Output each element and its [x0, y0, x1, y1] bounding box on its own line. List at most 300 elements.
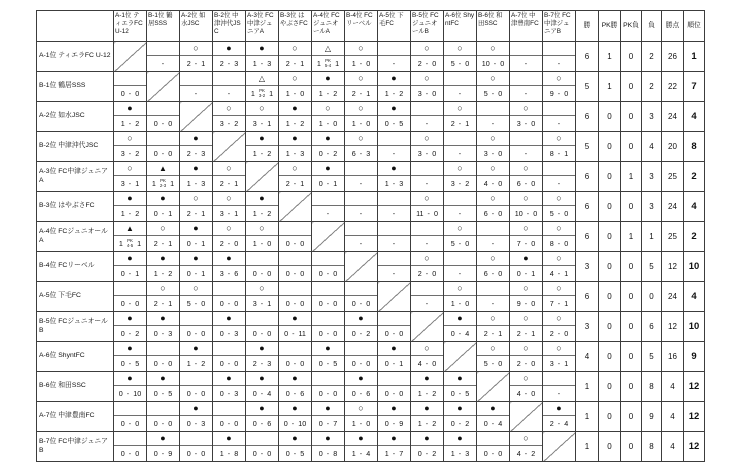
result-score: 0 - 0	[186, 328, 206, 338]
result-score: 3 - 0	[483, 148, 503, 158]
result-cell	[345, 282, 378, 312]
summary-cell-points: 4	[662, 372, 684, 402]
result-cell	[180, 312, 213, 342]
result-cell	[378, 42, 411, 72]
summary-cell-loss: 3	[642, 162, 662, 192]
result-symbol: ○	[345, 132, 377, 146]
summary-cell-pkloss: 1	[621, 162, 642, 192]
column-header-team-1: A-1位 ティエラFC U-12	[114, 11, 147, 42]
result-score: 2 - 1	[483, 328, 503, 338]
result-symbol: ●	[180, 402, 212, 416]
result-symbol: ●	[180, 222, 212, 236]
pk-score: PK 3-2	[258, 87, 266, 98]
result-score: 0 - 4	[450, 328, 470, 338]
result-cell	[477, 402, 510, 432]
team-row-11	[37, 342, 705, 372]
summary-cell-win: 3	[576, 252, 599, 282]
result-symbol: ○	[510, 222, 542, 236]
result-score: 3 - 1	[120, 178, 140, 188]
result-score: 2 - 1	[450, 118, 470, 128]
result-score: 0 - 0	[285, 358, 305, 368]
result-cell	[246, 252, 279, 282]
diagonal-cell	[345, 252, 378, 282]
result-score: 0 - 1	[153, 208, 173, 218]
team-row-9	[37, 282, 705, 312]
result-symbol: ●	[246, 342, 278, 356]
result-score: 6 - 0	[483, 268, 503, 278]
result-score: 1 - 2	[384, 88, 404, 98]
result-symbol: ○	[213, 162, 245, 176]
result-cell	[378, 162, 411, 192]
result-cell	[411, 102, 444, 132]
diagonal-cell	[213, 132, 246, 162]
result-cell	[114, 402, 147, 432]
result-score: 0 - 0	[384, 328, 404, 338]
summary-cell-win: 6	[576, 222, 599, 252]
result-score: 0 - 0	[252, 268, 272, 278]
result-cell	[411, 222, 444, 252]
result-cell	[279, 222, 312, 252]
result-symbol: ○	[345, 102, 377, 116]
diagonal-cell	[411, 312, 444, 342]
column-header-team-4: B-2位 中津沖代JSC	[213, 11, 246, 42]
summary-cell-pkloss: 0	[621, 282, 642, 312]
row-label: A-5位 下毛FC	[37, 282, 114, 312]
result-symbol: ○	[180, 282, 212, 296]
result-cell	[114, 132, 147, 162]
result-score: 0 - 0	[219, 358, 239, 368]
result-score: 10 - 0	[514, 208, 538, 218]
result-cell	[246, 402, 279, 432]
result-symbol: ○	[279, 42, 311, 56]
result-cell	[114, 222, 147, 252]
diagonal-cell	[444, 342, 477, 372]
result-score: 9 - 0	[516, 298, 536, 308]
result-symbol: ○	[411, 132, 443, 146]
result-cell	[345, 132, 378, 162]
summary-cell-win: 6	[576, 102, 599, 132]
summary-cell-points: 24	[662, 282, 684, 312]
result-score: 0 - 0	[318, 298, 338, 308]
result-cell	[312, 372, 345, 402]
row-label: B-7位 FC中津ジュニアB	[37, 432, 114, 462]
result-cell	[378, 432, 411, 462]
summary-cell-pkloss: 0	[621, 72, 642, 102]
result-cell	[180, 432, 213, 462]
result-score: 4 - 0	[516, 388, 536, 398]
result-symbol: ○	[477, 252, 509, 266]
result-symbol	[114, 432, 146, 446]
result-symbol: ●	[114, 102, 146, 116]
result-symbol	[444, 132, 476, 146]
result-score: 0 - 1	[384, 358, 404, 368]
summary-cell-win: 5	[576, 72, 599, 102]
result-score: 0 - 9	[153, 448, 173, 458]
result-score: 0 - 1	[318, 178, 338, 188]
result-score: 0 - 5	[120, 358, 140, 368]
result-score: -	[392, 238, 396, 248]
result-symbol: ●	[345, 372, 377, 386]
result-cell	[543, 162, 576, 192]
result-symbol: ●	[477, 402, 509, 416]
result-symbol: ○	[180, 42, 212, 56]
result-symbol	[411, 282, 443, 296]
result-symbol	[279, 222, 311, 236]
summary-cell-pkwin: 0	[599, 162, 621, 192]
result-cell	[147, 222, 180, 252]
result-symbol: ●	[180, 342, 212, 356]
result-score: -	[557, 58, 561, 68]
summary-cell-points: 4	[662, 402, 684, 432]
row-label: A-7位 中津豊南FC	[37, 402, 114, 432]
result-cell	[477, 132, 510, 162]
result-cell	[147, 42, 180, 72]
result-score: 5 - 0	[186, 298, 206, 308]
result-score: -	[194, 88, 198, 98]
summary-cell-win: 3	[576, 312, 599, 342]
result-cell	[312, 252, 345, 282]
result-cell	[312, 42, 345, 72]
result-symbol: ▲	[114, 222, 146, 236]
result-score: 0 - 3	[153, 328, 173, 338]
summary-cell-loss: 0	[642, 282, 662, 312]
result-cell	[213, 372, 246, 402]
column-header-team-8: B-4位 FCリーベル	[345, 11, 378, 42]
summary-cell-pkwin: 0	[599, 192, 621, 222]
result-score: 5 - 0	[549, 208, 569, 218]
result-symbol: ○	[543, 132, 575, 146]
result-score: 0 - 0	[318, 388, 338, 398]
result-cell	[543, 282, 576, 312]
result-cell	[114, 432, 147, 462]
summary-cell-loss: 1	[642, 222, 662, 252]
result-symbol	[345, 342, 377, 356]
result-symbol	[444, 252, 476, 266]
result-score: 0 - 3	[186, 418, 206, 428]
summary-cell-win: 1	[576, 372, 599, 402]
result-cell	[345, 42, 378, 72]
result-symbol	[180, 312, 212, 326]
result-score: -	[458, 208, 462, 218]
row-label: B-4位 FCリーベル	[37, 252, 114, 282]
result-score: 3 - 1	[549, 358, 569, 368]
result-symbol	[378, 192, 410, 206]
result-cell	[246, 282, 279, 312]
result-symbol	[147, 402, 179, 416]
result-score: 0 - 0	[285, 298, 305, 308]
result-score: 2 - 1	[153, 238, 173, 248]
result-symbol: ●	[444, 402, 476, 416]
result-score: 1 PK 4-5 1	[118, 237, 142, 248]
result-score: 0 - 7	[318, 418, 338, 428]
result-score: 1 - 2	[186, 358, 206, 368]
result-symbol	[312, 282, 344, 296]
result-cell	[114, 72, 147, 102]
result-cell	[378, 222, 411, 252]
summary-cell-loss: 5	[642, 252, 662, 282]
result-score: -	[227, 88, 231, 98]
result-symbol: ○	[246, 282, 278, 296]
result-score: 1 PK 3-2 1	[250, 87, 274, 98]
result-cell	[444, 42, 477, 72]
rank-cell: 4	[684, 102, 705, 132]
result-score: 2 - 1	[153, 298, 173, 308]
column-header-team-13: A-7位 中津豊南FC	[510, 11, 543, 42]
row-label: A-6位 ShyntFC	[37, 342, 114, 372]
result-score: 4 - 2	[516, 448, 536, 458]
result-cell	[378, 402, 411, 432]
column-header-summary-1: 勝	[576, 11, 599, 42]
result-score: 3 - 0	[417, 148, 437, 158]
result-score: 7 - 0	[516, 238, 536, 248]
result-score: 0 - 0	[252, 328, 272, 338]
result-score: 0 - 2	[450, 418, 470, 428]
result-cell	[510, 192, 543, 222]
result-score: 1 - 2	[417, 388, 437, 398]
result-symbol	[510, 132, 542, 146]
result-cell	[213, 252, 246, 282]
result-symbol: ○	[213, 102, 245, 116]
result-score: 2 - 0	[417, 268, 437, 278]
diagonal-cell	[543, 432, 576, 462]
results-matrix-table	[36, 10, 705, 462]
result-cell	[279, 162, 312, 192]
column-header-summary-6: 順位	[684, 11, 705, 42]
result-score: -	[425, 238, 429, 248]
result-symbol	[345, 282, 377, 296]
result-score: 3 - 0	[417, 88, 437, 98]
result-score: 1 - 0	[351, 58, 371, 68]
result-cell	[477, 282, 510, 312]
result-score: 0 - 8	[318, 448, 338, 458]
result-cell	[510, 312, 543, 342]
summary-cell-pkwin: 0	[599, 132, 621, 162]
summary-cell-loss: 4	[642, 132, 662, 162]
result-score: 2 - 4	[549, 418, 569, 428]
result-score: 1 - 0	[318, 118, 338, 128]
diagonal-cell	[246, 162, 279, 192]
result-symbol	[213, 402, 245, 416]
result-cell	[477, 342, 510, 372]
result-cell	[345, 72, 378, 102]
result-score: 0 - 9	[384, 418, 404, 428]
result-cell	[312, 432, 345, 462]
result-score: 0 - 2	[351, 328, 371, 338]
result-symbol: ○	[411, 192, 443, 206]
column-header-summary-3: PK負	[621, 11, 642, 42]
result-score: 0 - 0	[120, 418, 140, 428]
result-symbol	[510, 42, 542, 56]
result-cell	[411, 282, 444, 312]
result-symbol: ○	[180, 192, 212, 206]
result-symbol: ●	[411, 372, 443, 386]
result-cell	[114, 252, 147, 282]
result-score: 1 - 7	[384, 448, 404, 458]
result-symbol: ○	[510, 342, 542, 356]
result-cell	[510, 282, 543, 312]
result-cell	[510, 102, 543, 132]
result-cell	[312, 312, 345, 342]
result-symbol	[543, 162, 575, 176]
result-cell	[279, 132, 312, 162]
result-symbol: ●	[213, 432, 245, 446]
result-cell	[213, 42, 246, 72]
result-symbol: ○	[477, 312, 509, 326]
result-cell	[510, 252, 543, 282]
result-cell	[147, 192, 180, 222]
result-cell	[147, 132, 180, 162]
result-score: 1 - 2	[318, 88, 338, 98]
column-header-team-7: A-4位 FCジュニオールA	[312, 11, 345, 42]
result-cell	[543, 402, 576, 432]
result-cell	[543, 132, 576, 162]
result-symbol: ○	[543, 192, 575, 206]
result-cell	[213, 162, 246, 192]
result-cell	[180, 252, 213, 282]
result-symbol	[180, 432, 212, 446]
result-score: 0 - 1	[120, 268, 140, 278]
summary-cell-points: 22	[662, 72, 684, 102]
result-symbol: ○	[477, 162, 509, 176]
summary-cell-points: 25	[662, 162, 684, 192]
result-cell	[543, 312, 576, 342]
summary-cell-loss: 3	[642, 102, 662, 132]
summary-cell-win: 1	[576, 432, 599, 462]
result-symbol: ●	[378, 402, 410, 416]
result-cell	[147, 162, 180, 192]
result-cell	[444, 372, 477, 402]
diagonal-cell	[279, 192, 312, 222]
result-cell	[279, 282, 312, 312]
result-score: 6 - 0	[483, 208, 503, 218]
rank-cell: 4	[684, 192, 705, 222]
diagonal-cell	[378, 282, 411, 312]
result-cell	[411, 402, 444, 432]
result-score: 1 PK 5-4 1	[316, 57, 340, 68]
result-cell	[477, 162, 510, 192]
result-cell	[213, 342, 246, 372]
result-cell	[411, 192, 444, 222]
result-score: 0 - 1	[186, 238, 206, 248]
result-cell	[411, 42, 444, 72]
summary-cell-loss: 2	[642, 72, 662, 102]
result-symbol	[444, 72, 476, 86]
result-symbol: ○	[510, 312, 542, 326]
result-cell	[510, 162, 543, 192]
result-score: -	[392, 58, 396, 68]
result-symbol	[477, 432, 509, 446]
result-symbol: ○	[444, 282, 476, 296]
result-cell	[114, 102, 147, 132]
result-score: 8 - 0	[549, 238, 569, 248]
result-cell	[444, 102, 477, 132]
result-symbol: ●	[246, 402, 278, 416]
result-symbol	[279, 252, 311, 266]
column-header-team-6: B-3位 はやぶさFC	[279, 11, 312, 42]
column-header-summary-4: 負	[642, 11, 662, 42]
result-cell	[411, 72, 444, 102]
result-symbol	[312, 252, 344, 266]
diagonal-cell	[180, 102, 213, 132]
corner-cell	[37, 11, 114, 42]
result-cell	[378, 252, 411, 282]
result-symbol: ●	[114, 192, 146, 206]
result-symbol	[543, 372, 575, 386]
rank-cell: 12	[684, 432, 705, 462]
result-symbol: ●	[213, 252, 245, 266]
result-cell	[510, 372, 543, 402]
result-cell	[477, 222, 510, 252]
team-row-2	[37, 72, 705, 102]
summary-cell-loss: 5	[642, 342, 662, 372]
result-symbol	[411, 162, 443, 176]
result-score: -	[491, 298, 495, 308]
result-cell	[246, 102, 279, 132]
result-score: 1 - 0	[351, 118, 371, 128]
result-symbol	[543, 102, 575, 116]
result-symbol: ○	[477, 42, 509, 56]
result-score: 1 - 0	[252, 238, 272, 248]
result-symbol: ○	[279, 162, 311, 176]
result-score: -	[557, 388, 561, 398]
summary-cell-pkloss: 0	[621, 252, 642, 282]
summary-cell-points: 4	[662, 432, 684, 462]
result-score: 0 - 5	[384, 118, 404, 128]
result-cell	[378, 132, 411, 162]
result-cell	[147, 282, 180, 312]
summary-cell-pkloss: 0	[621, 132, 642, 162]
result-cell	[510, 432, 543, 462]
summary-cell-points: 12	[662, 252, 684, 282]
summary-cell-pkwin: 0	[599, 402, 621, 432]
result-score: 0 - 3	[219, 388, 239, 398]
result-score: 0 - 0	[153, 358, 173, 368]
result-score: -	[491, 238, 495, 248]
rank-cell: 12	[684, 372, 705, 402]
result-score: 0 - 0	[285, 238, 305, 248]
result-score: 0 - 0	[219, 298, 239, 308]
result-score: -	[392, 208, 396, 218]
result-cell	[180, 132, 213, 162]
result-symbol: ●	[246, 372, 278, 386]
result-score: 1 - 3	[285, 148, 305, 158]
result-symbol: ●	[378, 342, 410, 356]
result-score: 1 - 2	[285, 118, 305, 128]
result-symbol: ○	[279, 72, 311, 86]
result-symbol: △	[246, 72, 278, 86]
diagonal-cell	[312, 222, 345, 252]
result-cell	[543, 372, 576, 402]
result-symbol: ○	[477, 342, 509, 356]
result-score: 4 - 0	[483, 178, 503, 188]
summary-cell-pkloss: 0	[621, 432, 642, 462]
result-score: -	[425, 298, 429, 308]
result-cell	[345, 222, 378, 252]
result-cell	[510, 72, 543, 102]
result-symbol: ●	[411, 432, 443, 446]
result-cell	[543, 252, 576, 282]
result-score: 0 - 2	[417, 448, 437, 458]
result-symbol: ●	[114, 372, 146, 386]
result-score: 4 - 0	[417, 358, 437, 368]
result-symbol: ●	[378, 432, 410, 446]
summary-cell-loss: 8	[642, 372, 662, 402]
result-cell	[213, 282, 246, 312]
result-score: -	[557, 178, 561, 188]
result-score: -	[425, 178, 429, 188]
result-symbol	[213, 72, 245, 86]
result-symbol: ●	[246, 42, 278, 56]
